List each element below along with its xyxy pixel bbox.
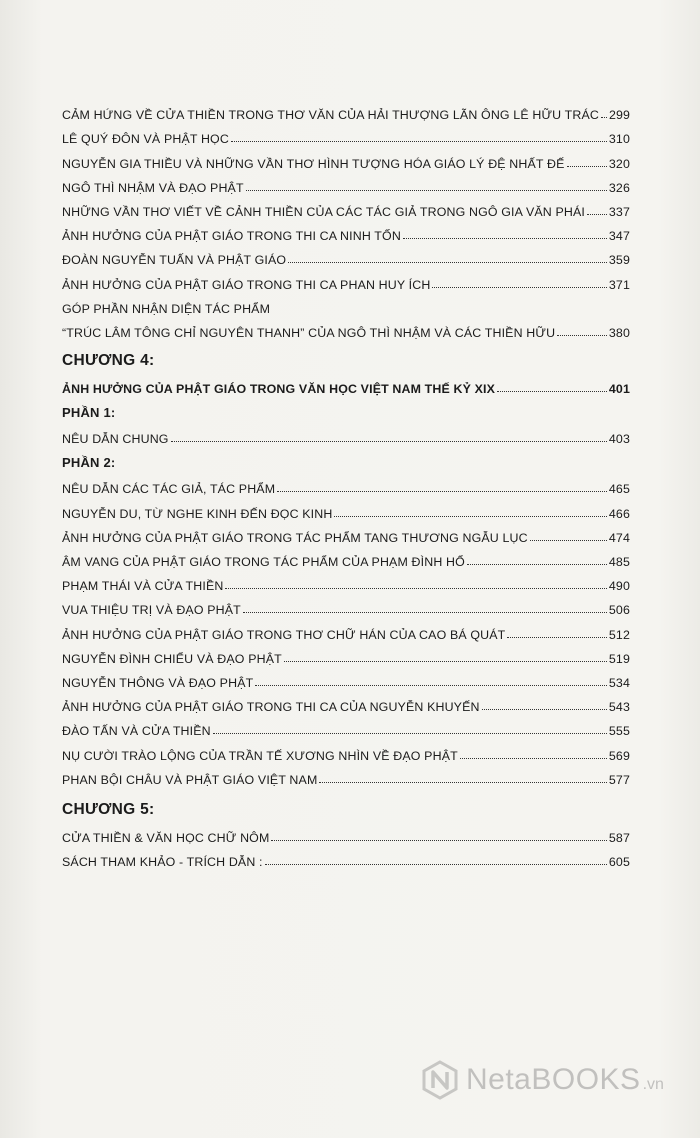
toc-entry-page: 543 [608,700,630,715]
toc-entry [62,642,630,666]
toc-entry-title: ẢNH HƯỞNG CỦA PHẬT GIÁO TRONG THI CA PHAN HUY ÍCH [62,277,431,292]
dot-leader [334,516,606,517]
toc-entry-page: 359 [608,253,630,268]
toc-entry [62,316,630,340]
chapter-5-entries [62,821,630,869]
toc-entry-page: 347 [608,229,630,244]
dot-leader [482,709,607,710]
toc-entry-page: 519 [608,651,630,666]
toc-entry-page: 403 [608,432,630,447]
chapter-4-heading: CHƯƠNG 4: [62,351,155,369]
toc-entry-page: 320 [608,156,630,171]
dot-leader [497,391,607,392]
toc-entry-title: ẢNH HƯỞNG CỦA PHẬT GIÁO TRONG THƠ CHỮ HÁN CỦA CAO BÁ QUÁT [62,627,506,642]
toc-entry [62,545,630,569]
dot-leader [243,612,607,613]
toc-entry [62,593,630,617]
toc-entry-page: 577 [608,772,630,787]
dot-leader [460,758,607,759]
toc-entry-title: NHỮNG VẦN THƠ VIẾT VỀ CẢNH THIỀN CỦA CÁC TÁC GIẢ TRONG NGÔ GIA VĂN PHÁI [62,204,585,219]
toc-entry-title: VUA THIỆU TRỊ VÀ ĐẠO PHẬT [62,603,241,618]
chapter-4-title: ẢNH HƯỞNG CỦA PHẬT GIÁO TRONG VĂN HỌC VIỆT NAM THẾ KỶ XIX [62,382,496,397]
dot-leader [288,262,607,263]
dot-leader [171,441,607,442]
dot-leader [432,287,606,288]
dot-leader [271,840,606,841]
toc-entry-title: ẢNH HƯỞNG CỦA PHẬT GIÁO TRONG THI CA NINH TỐN [62,229,401,244]
toc-entry-title: SÁCH THAM KHẢO - TRÍCH DẪN : [62,855,263,870]
toc-entry-page: 326 [608,180,630,195]
chapter-4-title-row [62,372,630,396]
toc-entry-title: PHẠM THÁI VÀ CỬA THIỀN [62,579,224,594]
dot-leader [557,335,607,336]
toc-entry [62,98,630,122]
toc-entry [62,496,630,520]
dot-leader [403,238,607,239]
toc-entry [62,472,630,496]
dot-leader [255,685,607,686]
dot-leader [284,661,607,662]
dot-leader [246,190,607,191]
toc-entry-title: CẢM HỨNG VỀ CỬA THIỀN TRONG THƠ VĂN CỦA HẢI THƯỢNG LÃN ÔNG LÊ HỮU TRÁC [62,108,599,123]
toc-entry-title: NÊU DẪN CÁC TÁC GIẢ, TÁC PHẨM [62,482,276,497]
toc-entry-page: 299 [608,108,631,123]
toc-entry-page: 474 [608,530,630,545]
toc-entry-title: NGUYỄN GIA THIỀU VÀ NHỮNG VẦN THƠ HÌNH TƯỢNG HÓA GIÁO LÝ ĐỆ NHẤT ĐẾ [62,156,565,171]
chapter-4-page: 401 [608,382,630,397]
toc-entry [62,666,630,690]
toc-entry [62,821,630,845]
toc-entry [62,845,630,869]
toc-entry-title: NGUYỄN ĐÌNH CHIỂU VÀ ĐẠO PHẬT [62,651,282,666]
toc-entry-page: 534 [608,675,630,690]
toc-entry [62,267,630,291]
dot-leader [587,214,607,215]
toc-entry [62,195,630,219]
toc-entry [62,569,630,593]
dot-leader [231,141,607,142]
part-2-entries [62,472,630,786]
toc-entry [62,171,630,195]
toc-entry-title: NÊU DẪN CHUNG [62,432,169,447]
toc-entry [62,521,630,545]
toc-entry [62,422,630,446]
toc-entry-title: ẢNH HƯỞNG CỦA PHẬT GIÁO TRONG THI CA CỦA NGUYỄN KHUYẾN [62,700,480,715]
toc-entry-title: NGUYỄN DU, TỪ NGHE KINH ĐẾN ĐỌC KINH [62,506,333,521]
table-of-contents [62,98,630,869]
watermark-brand: NetaBOOKS [466,1063,641,1096]
n-logo-icon [420,1060,460,1100]
toc-entry-page: 310 [608,132,630,147]
part-1-entries [62,422,630,446]
toc-entry-title: PHAN BỘI CHÂU VÀ PHẬT GIÁO VIỆT NAM [62,772,318,787]
dot-leader [601,117,607,118]
dot-leader [567,166,607,167]
toc-entry [62,738,630,762]
toc-entry-page: 371 [608,277,630,292]
toc-entry-page: 465 [608,482,630,497]
toc-entry [62,617,630,641]
toc-entry-title: ẢNH HƯỞNG CỦA PHẬT GIÁO TRONG TÁC PHẨM TANG THƯƠNG NGẪU LỤC [62,530,528,545]
watermark-suffix: .vn [642,1076,664,1093]
dot-leader [213,733,607,734]
toc-entry-page: 555 [608,724,630,739]
toc-entry-title: NGÔ THÌ NHẬM VÀ ĐẠO PHẬT [62,180,244,195]
dot-leader [507,637,606,638]
toc-entry-page: 605 [608,855,630,870]
toc-entry [62,219,630,243]
toc-entry-page: 490 [608,579,630,594]
toc-entry-title: “TRÚC LÂM TÔNG CHỈ NGUYÊN THANH” CỦA NGÔ THÌ NHẬM VÀ CÁC THIỀN HỮU [62,325,556,340]
toc-top-entries [62,98,630,340]
dot-leader [265,864,607,865]
toc-entry-page: 569 [608,748,630,763]
toc-entry [62,243,630,267]
toc-entry-page: 485 [608,555,630,569]
toc-entry-title: NGUYỄN THÔNG VÀ ĐẠO PHẬT [62,675,254,690]
dot-leader [277,491,607,492]
toc-entry [62,714,630,738]
toc-entry-title: ÂM VANG CỦA PHẬT GIÁO TRONG TÁC PHẨM CỦA PHẠM ĐÌNH HỔ [62,555,465,569]
toc-entry-title: GÓP PHẦN NHẬN DIỆN TÁC PHẨM [62,301,271,316]
dot-leader [319,782,606,783]
toc-entry-page: 380 [608,325,630,340]
chapter-5-heading: CHƯƠNG 5: [62,800,155,818]
dot-leader [467,564,607,565]
dot-leader [225,588,606,589]
toc-entry-page: 587 [608,830,630,845]
part-1-heading: PHẦN 1: [62,405,116,421]
toc-entry [62,690,630,714]
toc-entry-title: NỤ CƯỜI TRÀO LỘNG CỦA TRẦN TẾ XƯƠNG NHÌN VỀ ĐẠO PHẬT [62,748,458,763]
toc-entry-page: 466 [608,506,630,521]
toc-entry-title: CỬA THIỀN & VĂN HỌC CHỮ NÔM [62,830,270,845]
part-2-heading: PHẦN 2: [62,455,116,471]
toc-entry-title: ĐOÀN NGUYỄN TUẤN VÀ PHẬT GIÁO [62,253,287,268]
toc-entry [62,292,630,316]
toc-entry [62,122,630,146]
toc-entry-page: 512 [608,627,630,642]
toc-entry-title: LÊ QUÝ ĐÔN VÀ PHẬT HỌC [62,132,229,147]
toc-entry-title: ĐÀO TẤN VÀ CỬA THIỀN [62,724,211,739]
toc-entry [62,763,630,787]
watermark [420,1060,664,1100]
toc-entry-page: 506 [608,603,630,618]
toc-entry [62,146,630,170]
toc-entry-page: 337 [608,204,630,219]
dot-leader [530,540,607,541]
